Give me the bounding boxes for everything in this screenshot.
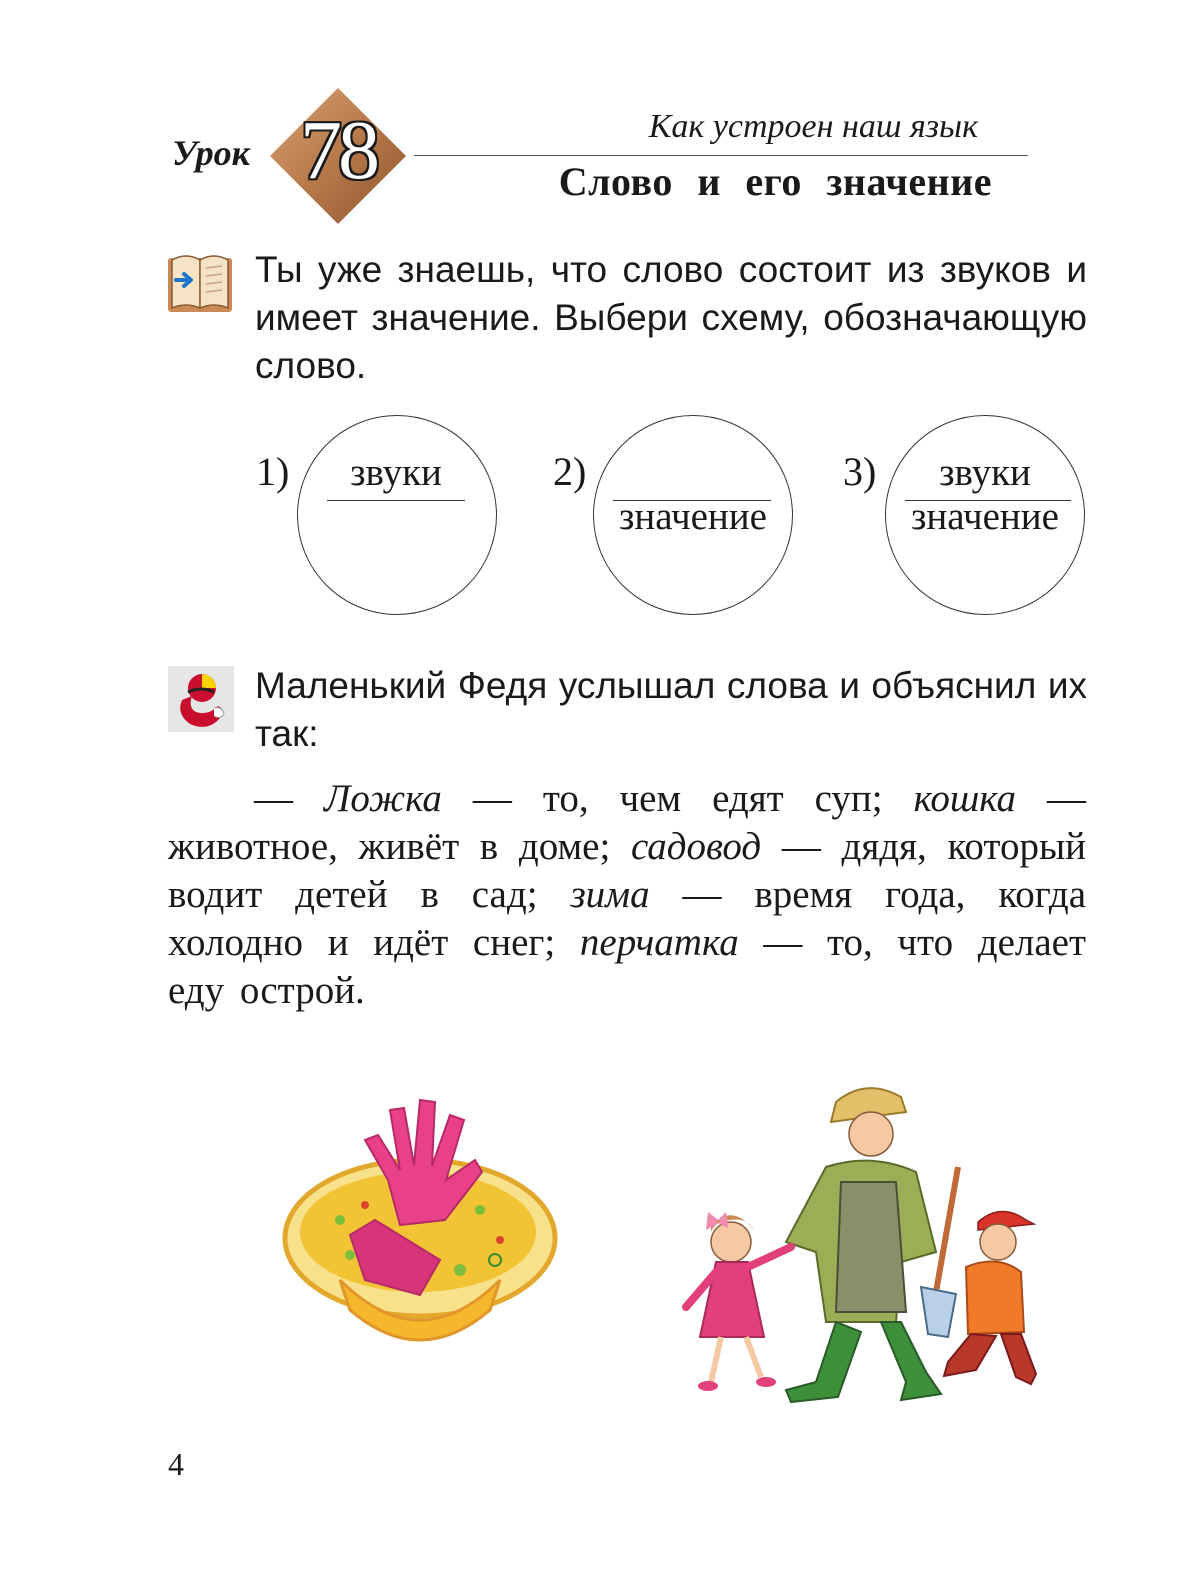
- scheme-1-number: 1): [256, 449, 290, 494]
- book-arrow-icon: [166, 248, 234, 314]
- story-word-1: Ложка: [323, 777, 442, 820]
- gardener-with-children-illustration: [666, 1072, 1056, 1412]
- story-def-1: — то, чем едят суп;: [472, 777, 883, 820]
- scheme-3-top: звуки: [939, 451, 1031, 494]
- story-word-4: зима: [570, 873, 650, 916]
- scheme-3-number: 3): [843, 449, 877, 494]
- lesson-number: 78: [300, 104, 376, 197]
- story-def-3: — дядя, который водит детей в сад;: [168, 825, 1087, 916]
- lesson-label: Урок: [172, 133, 250, 173]
- section-title: Как устроен наш язык: [648, 108, 978, 145]
- story-def-2: — животное, живёт в доме;: [168, 777, 1086, 868]
- story-dash: —: [254, 777, 293, 820]
- page-number: 4: [168, 1446, 184, 1482]
- story-word-5: перчатка: [579, 921, 739, 964]
- fedya-character-icon: [168, 666, 234, 732]
- lesson-title: Слово и его значение: [558, 159, 992, 204]
- story-word-2: кошка: [913, 777, 1017, 820]
- scheme-1-divider: [327, 500, 465, 501]
- story-word-3: садовод: [630, 825, 762, 868]
- task1-text: Ты уже знаешь, что слово состоит из звуков и имеет значение. Выбери схему, обозначающую слово.: [255, 249, 1087, 386]
- story-def-4: — время года, когда холодно и идёт снег;: [168, 873, 1087, 964]
- header-divider: [414, 155, 1028, 156]
- glove-in-soup-illustration: [270, 1070, 570, 1370]
- scheme-1-top: звуки: [350, 451, 442, 494]
- task2-text: Маленький Федя услышал слова и объяснил их так:: [255, 665, 1087, 754]
- scheme-1-circle: [297, 415, 497, 615]
- story-def-5: — то, что делает еду острой.: [168, 921, 1086, 1012]
- scheme-2-bottom: значение: [618, 495, 767, 538]
- scheme-2-number: 2): [553, 449, 587, 494]
- scheme-3-bottom: значение: [910, 495, 1059, 538]
- fedya-story: [168, 775, 1086, 1015]
